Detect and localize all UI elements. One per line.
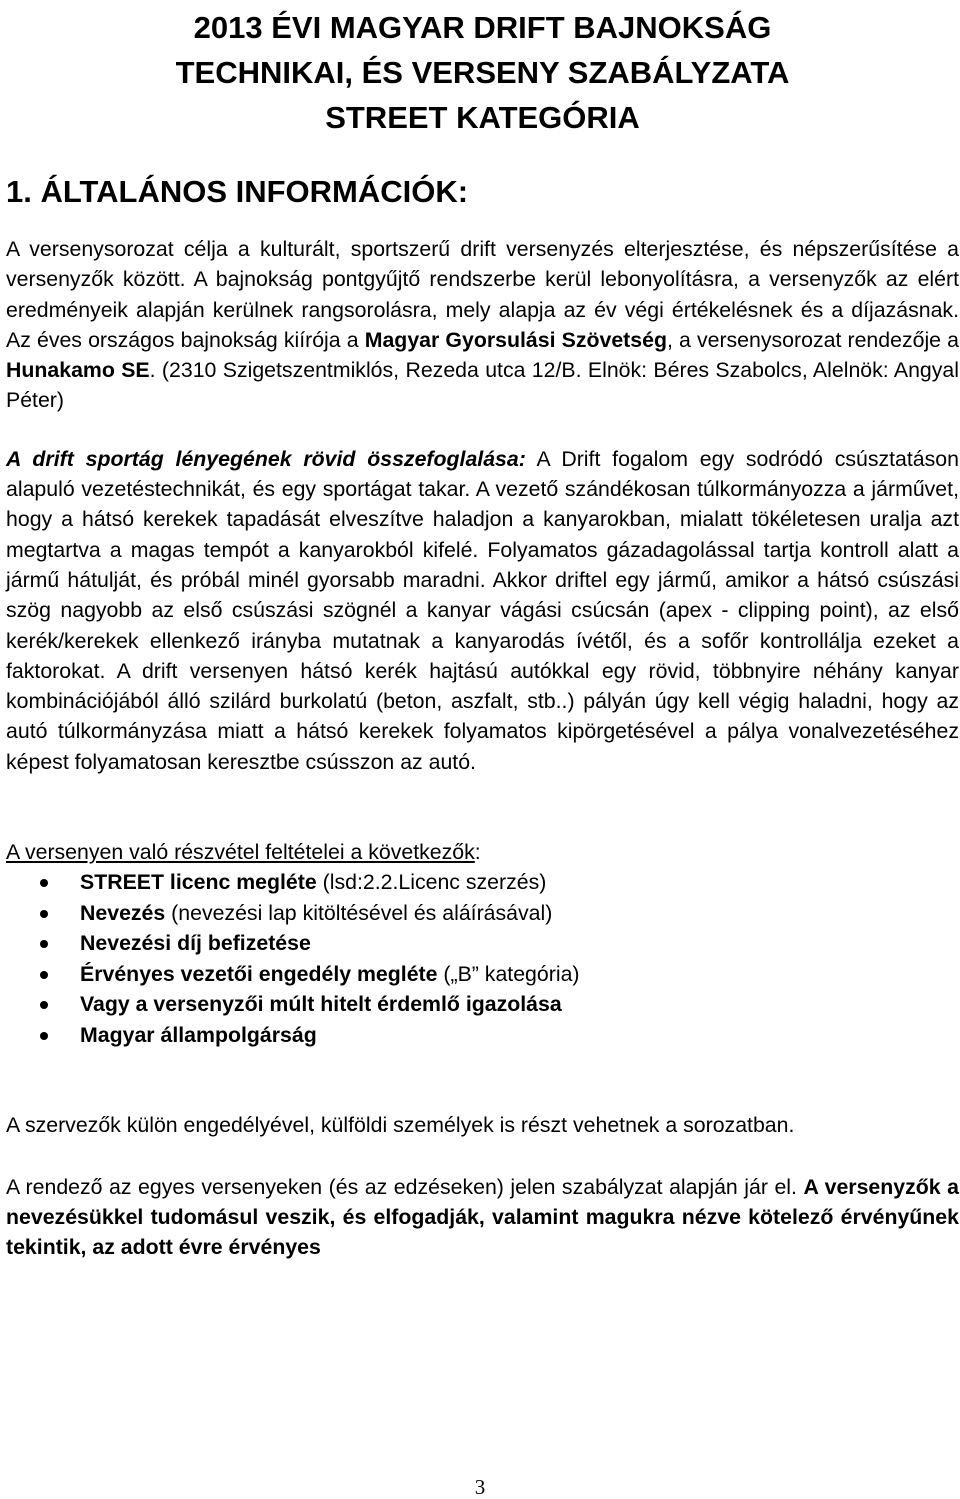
requirements-heading bbox=[6, 837, 959, 867]
list-item bbox=[6, 959, 959, 990]
rules-text: A rendező az egyes versenyeken (és az edzéseken) jelen szabályzat alapján jár el. bbox=[6, 1174, 804, 1199]
organizer-name: Magyar Gyorsulási Szövetség bbox=[364, 327, 667, 352]
list-item-rest: (nevezési lap kitöltésével és aláírásával) bbox=[165, 900, 553, 925]
title-line-3: STREET KATEGÓRIA bbox=[325, 100, 640, 135]
list-item-bold: STREET licenc megléte bbox=[80, 870, 317, 895]
intro-text-2: , a versenysorozat rendezője a bbox=[666, 327, 959, 352]
intro-text-1: A versenysorozat célja a kulturált, sportszerű drift versenyzés elterjesztése, és népszerűsítése a versenyzők között. A bajnokság pontgyűjtő rendszerbe kerül lebonyolításra, a versenyzők az elért eredményeik alapján kerülnek rangsorolásra, mely alapja az év végi értékelésnek és a díjazásnak. Az éves országos bajnokság kiírója a bbox=[6, 237, 959, 352]
list-item bbox=[6, 867, 959, 898]
page-number: 3 bbox=[474, 1475, 486, 1499]
list-item-bold: Nevezési díj befizetése bbox=[80, 931, 311, 956]
list-item-bold: Érvényes vezetői engedély megléte bbox=[80, 961, 438, 986]
list-item-rest: („B” kategória) bbox=[437, 961, 580, 986]
bullet-icon bbox=[40, 1032, 48, 1040]
summary-lead: A drift sportág lényegének rövid összefoglalása: bbox=[6, 446, 526, 471]
title-line-2: TECHNIKAI, ÉS VERSENY SZABÁLYZATA bbox=[175, 55, 790, 90]
document-title bbox=[6, 0, 959, 140]
foreign-participants-note: A szervezők külön engedélyével, külföldi személyek is részt vehetnek a sorozatban. bbox=[6, 1113, 795, 1138]
list-item-bold: Vagy a versenyzői múlt hitelt érdemlő igazolása bbox=[80, 992, 562, 1017]
title-line-1: 2013 ÉVI MAGYAR DRIFT BAJNOKSÁG bbox=[193, 10, 772, 45]
list-item bbox=[6, 898, 959, 929]
host-club-name: Hunakamo SE bbox=[6, 358, 150, 383]
intro-text-3: . (2310 Szigetszentmiklós, Rezeda utca 12/B. Elnök: Béres Szabolcs, Alelnök: Angyal Péter) bbox=[6, 358, 959, 413]
rules-bold-text: A versenyzők a nevezésükkel tudomásul veszik, és elfogadják, valamint magukra nézve kötelező érvényűnek tekintik, az adott évre érvényes bbox=[6, 1174, 959, 1260]
list-item bbox=[6, 928, 959, 959]
bullet-icon bbox=[40, 971, 48, 979]
requirements-heading-text: A versenyen való részvétel feltételei a következők bbox=[6, 840, 475, 865]
bullet-icon bbox=[40, 1001, 48, 1009]
rules-paragraph bbox=[6, 1172, 959, 1263]
document-page bbox=[6, 0, 959, 1263]
requirements-heading-colon: : bbox=[474, 840, 481, 865]
intro-paragraph bbox=[6, 234, 959, 416]
list-item-bold: Nevezés bbox=[80, 900, 166, 925]
list-item-rest: (lsd:2.2.Licenc szerzés) bbox=[316, 870, 547, 895]
bullet-icon bbox=[40, 879, 48, 887]
summary-paragraph bbox=[6, 444, 959, 777]
list-item bbox=[6, 989, 959, 1020]
bullet-icon bbox=[40, 940, 48, 948]
bullet-icon bbox=[40, 910, 48, 918]
section-heading: 1. ÁLTALÁNOS INFORMÁCIÓK: bbox=[6, 174, 469, 209]
requirements-list bbox=[6, 867, 959, 1050]
list-item bbox=[6, 1020, 959, 1051]
summary-text: A Drift fogalom egy sodródó csúsztatáson alapuló vezetéstechnikát, és egy sportágat takar. A vezető szándékosan túlkormányozza a járművet, hogy a hátsó kerekek tapadását elveszítve haladjon a kanyarokban, mialatt tökéletesen uralja azt megtartva a magas tempót a kanyarokból kifelé. Folyamatos gázadagolással tartja kontroll alatt a jármű hátulját, és próbál minél gyorsabb maradni. Akkor driftel egy jármű, amikor a hátsó csúszási szög nagyobb az első csúszási szögnél a kanyar vágási csúcsán (apex - clipping point), az első kerék/kerekek ellenkező irányba mutatnak a kanyarodás ívétől, és a sofőr kontrollálja ezeket a faktorokat. A drift versenyen hátsó kerék hajtású autókkal egy rövid, többnyire néhány kanyar kombinációjából álló szilárd burkolatú (beton, aszfalt, stb..) pályán úgy kell végig haladni, hogy az autó túlkormányzása miatt a hátsó kerekek folyamatos kipörgetésével a pálya vonalvezetéséhez képest folyamatosan keresztbe csússzon az autó. bbox=[6, 446, 959, 774]
list-item-bold: Magyar állampolgárság bbox=[80, 1022, 317, 1047]
